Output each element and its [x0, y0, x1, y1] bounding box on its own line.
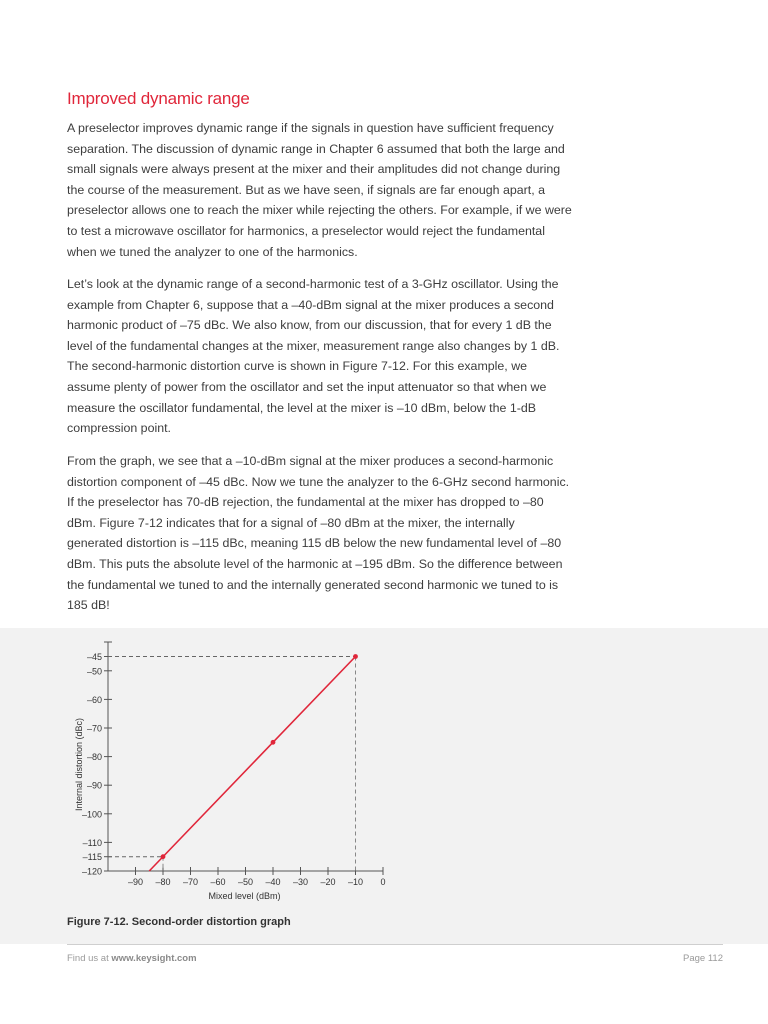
- y-axis-label: Internal distortion (dBc): [74, 717, 84, 812]
- x-tick-label: 0: [380, 877, 386, 887]
- y-tick-label: –60: [86, 694, 102, 705]
- footer-find-us: [67, 953, 197, 964]
- y-tick-label: –90: [86, 780, 102, 791]
- data-point: [271, 740, 276, 745]
- x-tick-label: –50: [237, 877, 254, 887]
- y-tick-label: –45: [86, 652, 102, 662]
- footer-prefix: Find us at: [67, 953, 112, 964]
- y-tick-label: –110: [82, 837, 102, 848]
- data-point: [161, 854, 166, 859]
- x-tick-label: –60: [210, 877, 226, 887]
- y-tick-label: –50: [86, 666, 102, 677]
- footer-website-link[interactable]: www.keysight.com: [111, 953, 197, 964]
- x-tick-label: –30: [292, 877, 309, 887]
- x-tick-label: –10: [347, 877, 364, 887]
- section-heading: Improved dynamic range: [67, 89, 250, 108]
- x-tick-label: –90: [127, 877, 144, 887]
- x-axis-label: Mixed level (dBm): [208, 891, 281, 901]
- y-tick-label: –70: [86, 723, 102, 734]
- paragraph-1: A preselector improves dynamic range if the signals in question have sufficient frequency separation. The discussion of dynamic range in Chapter 6 assumed that both the large and small signals were always present at the mixer and their amplitudes did not change during the course of the measurement. But as we have seen, if signals are far enough apart, a preselector allows one to reach the mixer while rejecting the others. For example, if we were to test a microwave oscillator for harmonics, a preselector would reject the fundamental when we tuned the analyzer to one of the harmonics.: [67, 121, 572, 259]
- paragraph-2: Let’s look at the dynamic range of a second-harmonic test of a 3-GHz oscillator. Using the example from Chapter 6, suppose that a –40-dBm signal at the mixer produces a second harmonic product of –75 dBc. We also know, from our discussion, that for every 1 dB the level of the fundamental changes at the mixer, measurement range also changes by 1 dB. The second-harmonic distortion curve is shown in Figure 7-12. For this example, we assume plenty of power from the oscillator and set the input attenuator so that when we measure the oscillator fundamental, the level at the mixer is –10 dBm, below the 1-dB compression point.: [67, 277, 560, 436]
- distortion-chart: [0, 628, 768, 913]
- y-tick-label: –115: [82, 852, 102, 863]
- footer-divider: [67, 944, 723, 945]
- y-tick-label: –120: [81, 866, 102, 877]
- data-point: [353, 654, 358, 659]
- y-tick-label: –80: [86, 752, 102, 763]
- figure-caption: Figure 7-12. Second-order distortion graph: [67, 916, 291, 928]
- y-tick-label: –100: [81, 809, 102, 820]
- x-tick-label: –20: [320, 877, 336, 887]
- distortion-line: [149, 657, 355, 872]
- x-tick-label: –40: [265, 877, 281, 887]
- x-tick-label: –70: [182, 877, 199, 887]
- footer-page-number: Page 112: [683, 953, 723, 964]
- x-tick-label: –80: [155, 877, 171, 887]
- paragraph-3: From the graph, we see that a –10-dBm signal at the mixer produces a second-harmonic distortion component of –45 dBc. Now we tune the analyzer to the 6-GHz second harmonic. If the preselector has 70-dB rejection, the fundamental at the mixer has dropped to –80 dBm. Figure 7-12 indicates that for a signal of –80 dBm at the mixer, the internally generated distortion is –115 dBc, meaning 115 dB below the new fundamental level of –80 dBm. This puts the absolute level of the harmonic at –195 dBm. So the difference between the fundamental we tuned to and the internally generated second harmonic we tuned to is 185 dB!: [67, 454, 570, 613]
